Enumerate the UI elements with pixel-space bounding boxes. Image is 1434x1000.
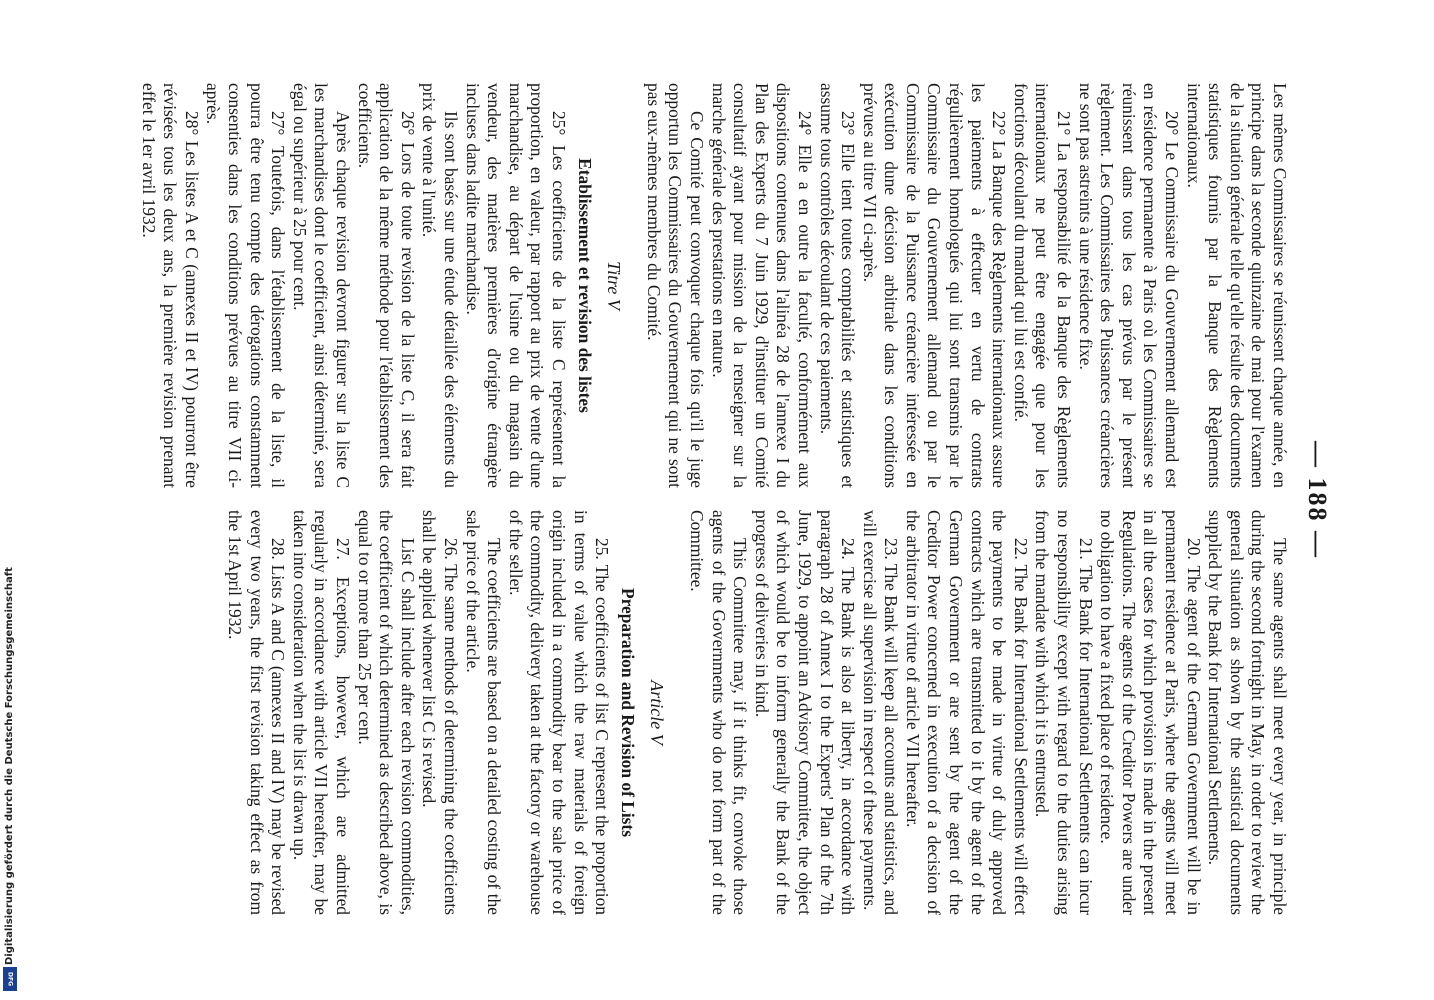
en-paragraph-24: 24. The Bank is also at liberty, in accordance with paragraph 28 of Annex I to the Experts' Plan of the 7th June, 1929, to appoint an Advisory Committee, the object of which would be to inform generally the Bank of the progress of deliveries in kind. [751, 510, 859, 915]
fr-paragraph-intro: Les mêmes Commissaires se réunissent chaque année, en principe dans la seconde quinzaine de mai pour l'examen de la situation générale telle qu'elle résulte des documents statistiques fournis par la Banque des Règlements internationaux. [1183, 83, 1290, 488]
dfg-logo: DFG [3, 967, 17, 991]
en-paragraph-26: 26. The same methods of determining the coefficients shall be applied whenever list C is revised. [419, 510, 462, 915]
french-column [137, 83, 1290, 488]
fr-paragraph-24: 24° Elle a en outre la faculté, conformément aux dispositions contenues dans l'alinéa 28 de l'annexe I du Plan des Experts du 7 Juin 1929, d'instituer un Comité consultatif ayant pour mission de la renseigner sur la marche générale des prestations en nature. [708, 83, 815, 488]
en-paragraph-27: 27. Exceptions, however, which are admitted regularly in accordance with article VII hereafter, may be taken into consideration when the list is drawn up. [289, 510, 354, 915]
fr-paragraph-27: 27° Toutefois, dans l'établissement de la liste, il pourra être tenu compte des dérogations constamment consenties dans les conditions prévues au titre VII ci-après. [203, 83, 289, 488]
en-paragraph-25: 25. The coefficients of list C represent the proportion in terms of value which the raw materials of foreign origin included in a commodity bear to the sale price of the commodity, delivery taken at the factory or warehouse of the seller. [505, 510, 613, 915]
fr-paragraph-22: 22° La Banque des Règlements internationaux assure les paiements à effectuer en vertu de contrats régulièrement homologués qui lui sont transmis par le Commissaire du Gouvernement allemand ou par le Commissaire de la Puissance créancière intéressée en exécution dune décision arbitrale dans les conditions prévues au titre VII ci-après. [859, 83, 1010, 488]
fr-section-subtitle: Etablissement et revision des listes [574, 158, 595, 413]
fr-paragraph-21: 21° La responsabilité de la Banque des Règlements internationaux ne peut être engagée que pour les fonctions découlant du mandat qui lui est confié. [1010, 83, 1075, 488]
en-paragraph-21: 21. The Bank for International Settlements can incur no responsibility except with regard to the duties arising from the mandate with which it is entrusted. [1032, 510, 1096, 915]
en-paragraph-25b: The coefficients are based on a detailed costing of the sale price of the article. [462, 510, 505, 915]
fr-paragraph-24b: Ce Comité peut convoquer chaque fois qu'il le juge opportun les Commissaires du Gouvernement qui ne sont pas eux-mêmes membres du Comité. [643, 83, 707, 488]
fr-paragraph-28: 28° Les listes A et C (annexes II et IV) pourront être révisées tous les deux ans, la première revision prenant effet le 1er avril 1932. [138, 83, 202, 488]
fr-paragraph-26: 26° Lors de toute revision de la liste C, il sera fait application de la même méthode pour l'établissement des coefficients. [354, 83, 418, 488]
en-paragraph-24b: This Committee may, if it thinks fit, convoke those agents of the Governments who do not form part of the Committee. [686, 510, 751, 915]
fr-paragraph-23: 23° Elle tient toutes comptabilités et statistiques et assume tous contrôles découlant de ces paiements. [816, 83, 859, 488]
en-paragraph-22: 22. The Bank for International Settlements will effect the payments to be made in virtue of duly approved contracts which are transmitted to it by the agent of the German Government or are sent by the agent of the Creditor Power concerned in execution of a decision of the arbitrator in virtue of article VII hereafter. [902, 510, 1031, 915]
page-number: — 188 — [1303, 441, 1332, 559]
en-paragraph-23: 23. The Bank will keep all accounts and statistics, and will exercise all supervision in respect of these payments. [859, 510, 902, 915]
en-section-subtitle: Preparation and Revision of Lists [617, 588, 638, 837]
english-column [224, 510, 1291, 915]
fr-paragraph-26b: Après chaque revision devront figurer sur la liste C les marchandises dont le coefficient, ainsi déterminé, sera égal ou supérieur à 25 pour cent. [289, 83, 354, 488]
en-paragraph-28: 28. Lists A and C (annexes II and IV) may be revised every two years, the first revision taking effect as from the 1st April 1932. [225, 510, 289, 915]
digitization-credit: Digitalisierung gefördert durch die Deutsche Forschungsgemeinschaft [4, 567, 15, 965]
fr-paragraph-25: 25° Les coefficients de la liste C représentent la proportion, en valeur, par rapport au prix de vente d'une marchandise, au départ de l'usine ou du magasin du vendeur, des matières premières d'origine étrangère incluses dans ladite marchandise. [462, 83, 569, 488]
fr-paragraph-25b: Ils sont basés sur une étude détaillée des éléments du prix de vente à l'unité. [419, 83, 462, 488]
en-paragraph-intro: The same agents shall meet every year, in principle during the second fortnight in May, in order to review the general situation as shown by the statistical documents supplied by the Bank for International Settlements. [1205, 510, 1290, 915]
en-section-title: Article V [647, 680, 668, 745]
en-paragraph-20: 20. The agent of the German Government will be in permanent residence at Paris, where the agents will meet in all the cases for which provision is made in the present Regulations. The agents of the Creditor Powers are under no obligation to have a fixed place of residence. [1097, 510, 1204, 915]
fr-section-title: Titre V [604, 261, 625, 310]
fr-paragraph-20: 20° Le Commissaire du Gouvernement allemand est en résidence permanente à Paris où les Commissaires se réunissent dans tous les cas prévus par le présent règlement. Les Commissaires des Puissances créancières ne sont pas astreints à une résidence fixe. [1075, 83, 1183, 488]
en-paragraph-26b: List C shall include after each revision commodities, the coefficient of which determined as described above, is equal to or more than 25 per cent. [354, 510, 418, 915]
